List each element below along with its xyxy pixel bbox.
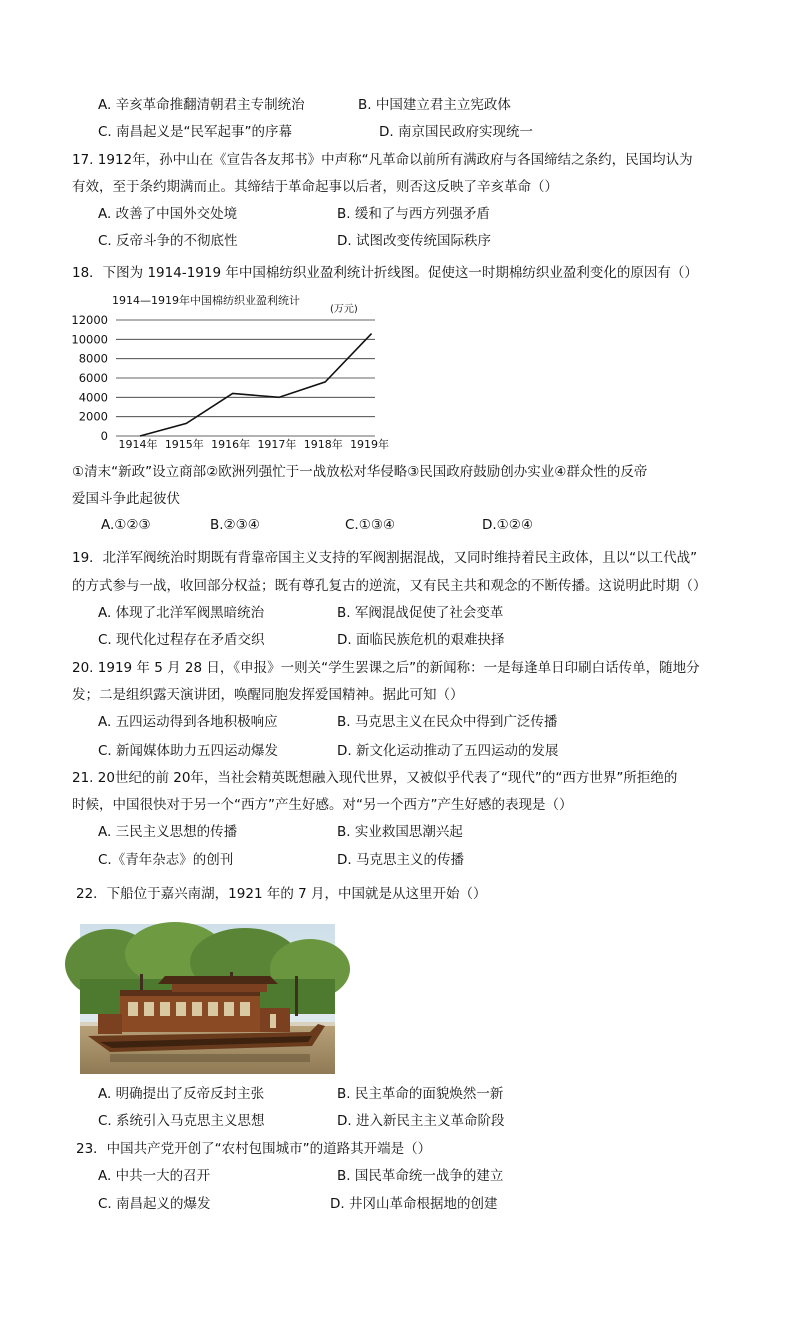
q18-option-a: A.①②③ [101,517,151,533]
q23-option-c: C. 南昌起义的爆发 [98,1196,211,1212]
red-boat-photo [80,924,335,1074]
y-tick-label: 10000 [71,332,108,347]
x-tick-label: 1918年 [303,438,343,451]
q18-option-c: C.①③④ [345,517,396,533]
q21-option-a: A. 三民主义思想的传播 [98,824,238,840]
profit-line-chart [70,292,390,452]
y-tick-label: 8000 [78,351,108,366]
q17-option-a: A. 改善了中国外交处境 [98,206,238,222]
chart-series-line [140,334,372,436]
q22-stem: 22．下船位于嘉兴南湖，1921 年的 7 月，中国就是从这里开始（） [76,886,487,902]
q22-option-c: C. 系统引入马克思主义思想 [98,1113,265,1129]
y-tick-label: 6000 [78,371,108,385]
y-tick-label: 4000 [78,390,108,405]
y-tick-label: 0 [100,429,108,443]
q23-option-a: A. 中共一大的召开 [98,1168,211,1184]
q16-option-a: A. 辛亥革命推翻清朝君主专制统治 [98,97,305,113]
y-tick-label: 12000 [71,313,108,327]
x-tick-label: 1915年 [164,438,204,451]
q16-option-d: D. 南京国民政府实现统一 [379,124,533,140]
q21-option-b: B. 实业救国思潮兴起 [337,824,463,840]
q18-items-line2: 爱国斗争此起彼伏 [72,491,180,507]
q19-option-a: A. 体现了北洋军阀黑暗统治 [98,605,265,621]
q17-stem-line1: 17. 1912年，孙中山在《宣告各友邦书》中声称“凡革命以前所有满政府与各国缔结之条约，民国均认为 [72,152,693,168]
q23-option-b: B. 国民革命统一战争的建立 [337,1168,504,1184]
q20-option-c: C. 新闻媒体助力五四运动爆发 [98,743,279,759]
chart-grid [116,320,375,436]
q22-option-b: B. 民主革命的面貌焕然一新 [337,1086,504,1102]
q22-option-d: D. 进入新民主主义革命阶段 [337,1113,505,1129]
q19-stem-line2: 的方式参与一战，收回部分权益；既有尊孔复古的逆流，又有民主共和观念的不断传播。这说明此时期（） [72,578,707,594]
q17-option-c: C. 反帝斗争的不彻底性 [98,233,238,249]
q20-option-d: D. 新文化运动推动了五四运动的发展 [337,743,559,759]
chart-y-ticks [71,313,108,443]
q23-stem: 23．中国共产党开创了“农村包围城市”的道路其开端是（） [76,1141,432,1157]
q22-option-a: A. 明确提出了反帝反封主张 [98,1086,265,1102]
q18-option-d: D.①②④ [482,517,533,533]
x-tick-label: 1914年 [118,438,158,451]
q19-option-d: D. 面临民族危机的艰难抉择 [337,632,505,648]
q18-stem: 18．下图为 1914-1919 年中国棉纺织业盈利统计折线图。促使这一时期棉纺织业盈利变化的原因有（） [72,265,698,281]
q19-option-c: C. 现代化过程存在矛盾交织 [98,632,265,648]
q18-items-line1: ①清末“新政”设立商部②欧洲列强忙于一战放松对华侵略③民国政府鼓励创办实业④群众性的反帝 [72,464,648,480]
q16-option-b: B. 中国建立君主立宪政体 [358,97,511,113]
q17-stem-line2: 有效，至于条约期满而止。其缔结于革命起事以后者，则否这反映了辛亥革命（） [72,179,558,195]
q17-option-d: D. 试图改变传统国际秩序 [337,233,491,249]
q19-option-b: B. 军阀混战促使了社会变革 [337,605,504,621]
y-tick-label: 2000 [78,409,108,424]
q21-stem-line2: 时候，中国很快对于另一个“西方”产生好感。对“另一个西方”产生好感的表现是（） [72,797,573,813]
x-tick-label: 1916年 [211,438,251,451]
x-tick-label: 1917年 [257,438,297,451]
chart-x-ticks [119,437,390,451]
q20-option-a: A. 五四运动得到各地积极响应 [98,714,278,730]
chart-unit-label: (万元) [330,304,358,315]
q21-stem-line1: 21. 20世纪的前 20年，当社会精英既想融入现代世界，又被似乎代表了“现代”的“西方世界”所拒绝的 [72,770,678,786]
q20-option-b: B. 马克思主义在民众中得到广泛传播 [337,714,558,730]
q20-stem-line2: 发；二是组织露天演讲团，唤醒同胞发挥爱国精神。据此可知（） [72,687,464,703]
x-tick-label: 1919年 [350,438,390,451]
q20-stem-line1: 20. 1919 年 5 月 28 日，《申报》一则关“学生罢课之后”的新闻称：一是每逢单日印刷白话传单，随地分 [72,660,700,676]
q18-option-b: B.②③④ [210,517,260,533]
q23-option-d: D. 井冈山革命根据地的创建 [330,1196,498,1212]
q16-option-c: C. 南昌起义是“民军起事”的序幕 [98,124,292,140]
chart-title: 1914—1919年中国棉纺织业盈利统计 [112,294,300,307]
q21-option-d: D. 马克思主义的传播 [337,852,464,868]
q21-option-c: C.《青年杂志》的创刊 [98,852,234,868]
q17-option-b: B. 缓和了与西方列强矛盾 [337,206,490,222]
q19-stem-line1: 19．北洋军阀统治时期既有背靠帝国主义支持的军阀割据混战，又同时维持着民主政体，且以“以工代战” [72,550,698,566]
